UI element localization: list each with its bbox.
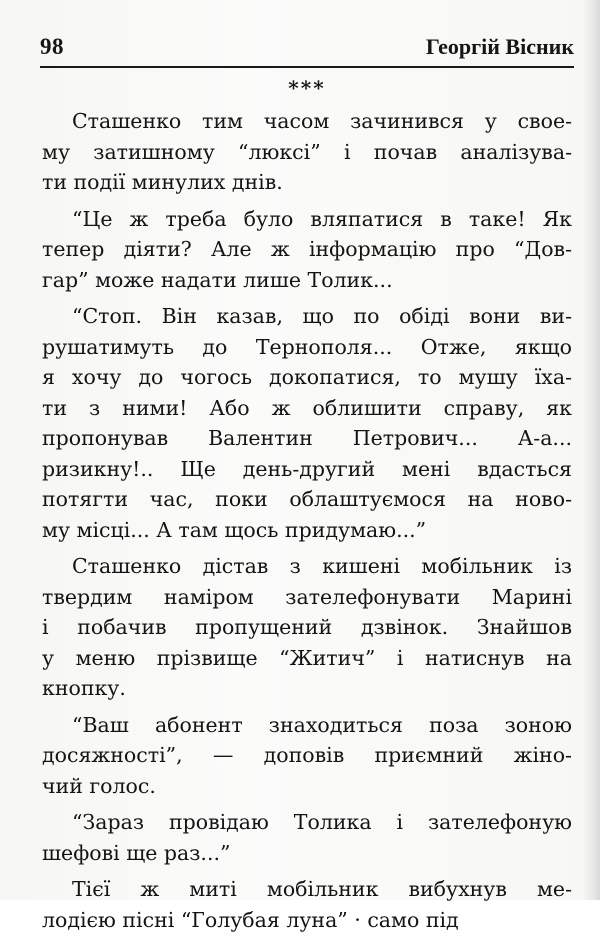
text-line: гар” може надати лише Толик... xyxy=(42,267,393,292)
text-line: кнопку. xyxy=(42,676,126,700)
text-line: досяжності”, — доповів приємний жіно- xyxy=(42,743,572,767)
text-line: тепер діяти? Але ж інформацію про “Дов- xyxy=(42,237,572,261)
text-line: “Зараз провідаю Толика і зателефоную xyxy=(72,810,572,834)
text-line: твердим наміром зателефонувати Марині xyxy=(42,584,572,609)
text-line: ризикну!.. Ще день-другий мені вдасться xyxy=(42,456,572,481)
running-header xyxy=(40,34,574,68)
text-line: Сташенко тим часом зачинився у свое- xyxy=(72,109,572,133)
text-line: му місці... А там щось придумаю...” xyxy=(42,517,427,542)
text-line: і побачив пропущений дзвінок. Знайшов xyxy=(42,615,572,639)
text-line: му затишному “люксі” і почав аналізува- xyxy=(42,139,572,164)
text-line: рушатимуть до Тернополя... Отже, якщо xyxy=(42,334,572,359)
page-number: 98 xyxy=(40,34,64,59)
text-line: я хочу до чогось докопатися, то мушу їха- xyxy=(42,365,572,389)
text-line: у меню прізвище “Житич” і натиснув на xyxy=(42,645,572,670)
section-separator: *** xyxy=(288,76,326,100)
text-line: лодією пісні “Голубая луна” · само під xyxy=(42,907,459,932)
paragraph xyxy=(42,874,572,935)
author-name: Георгій Вісник xyxy=(425,34,574,59)
text-line: шефові ще раз...” xyxy=(42,840,231,865)
page-edge-shadow xyxy=(582,0,600,900)
text-line: ти події минулих днів. xyxy=(42,170,283,194)
paragraph xyxy=(42,710,572,802)
text-line: “Це ж треба було вляпатися в таке! Як xyxy=(72,206,572,231)
text-line: ти з ними! Або ж облишити справу, як xyxy=(42,395,572,420)
text-line: “Ваш абонент знаходиться поза зоною xyxy=(72,712,572,737)
paragraph xyxy=(42,807,572,868)
paragraph xyxy=(42,204,572,296)
text-line: Сташенко дістав з кишені мобільник із xyxy=(72,554,572,578)
paragraph xyxy=(42,106,572,198)
paragraph xyxy=(42,301,572,545)
paragraph xyxy=(42,551,572,704)
text-line: пропонував Валентин Петрович... А-а... xyxy=(42,426,572,450)
text-line: чий голос. xyxy=(42,773,156,798)
text-line: Тієї ж миті мобільник вибухнув ме- xyxy=(72,877,572,901)
body-text xyxy=(42,70,572,941)
text-line: потягти час, поки облаштуємося на ново- xyxy=(42,487,572,511)
text-line: “Стоп. Він казав, що по обіді вони ви- xyxy=(72,304,572,328)
